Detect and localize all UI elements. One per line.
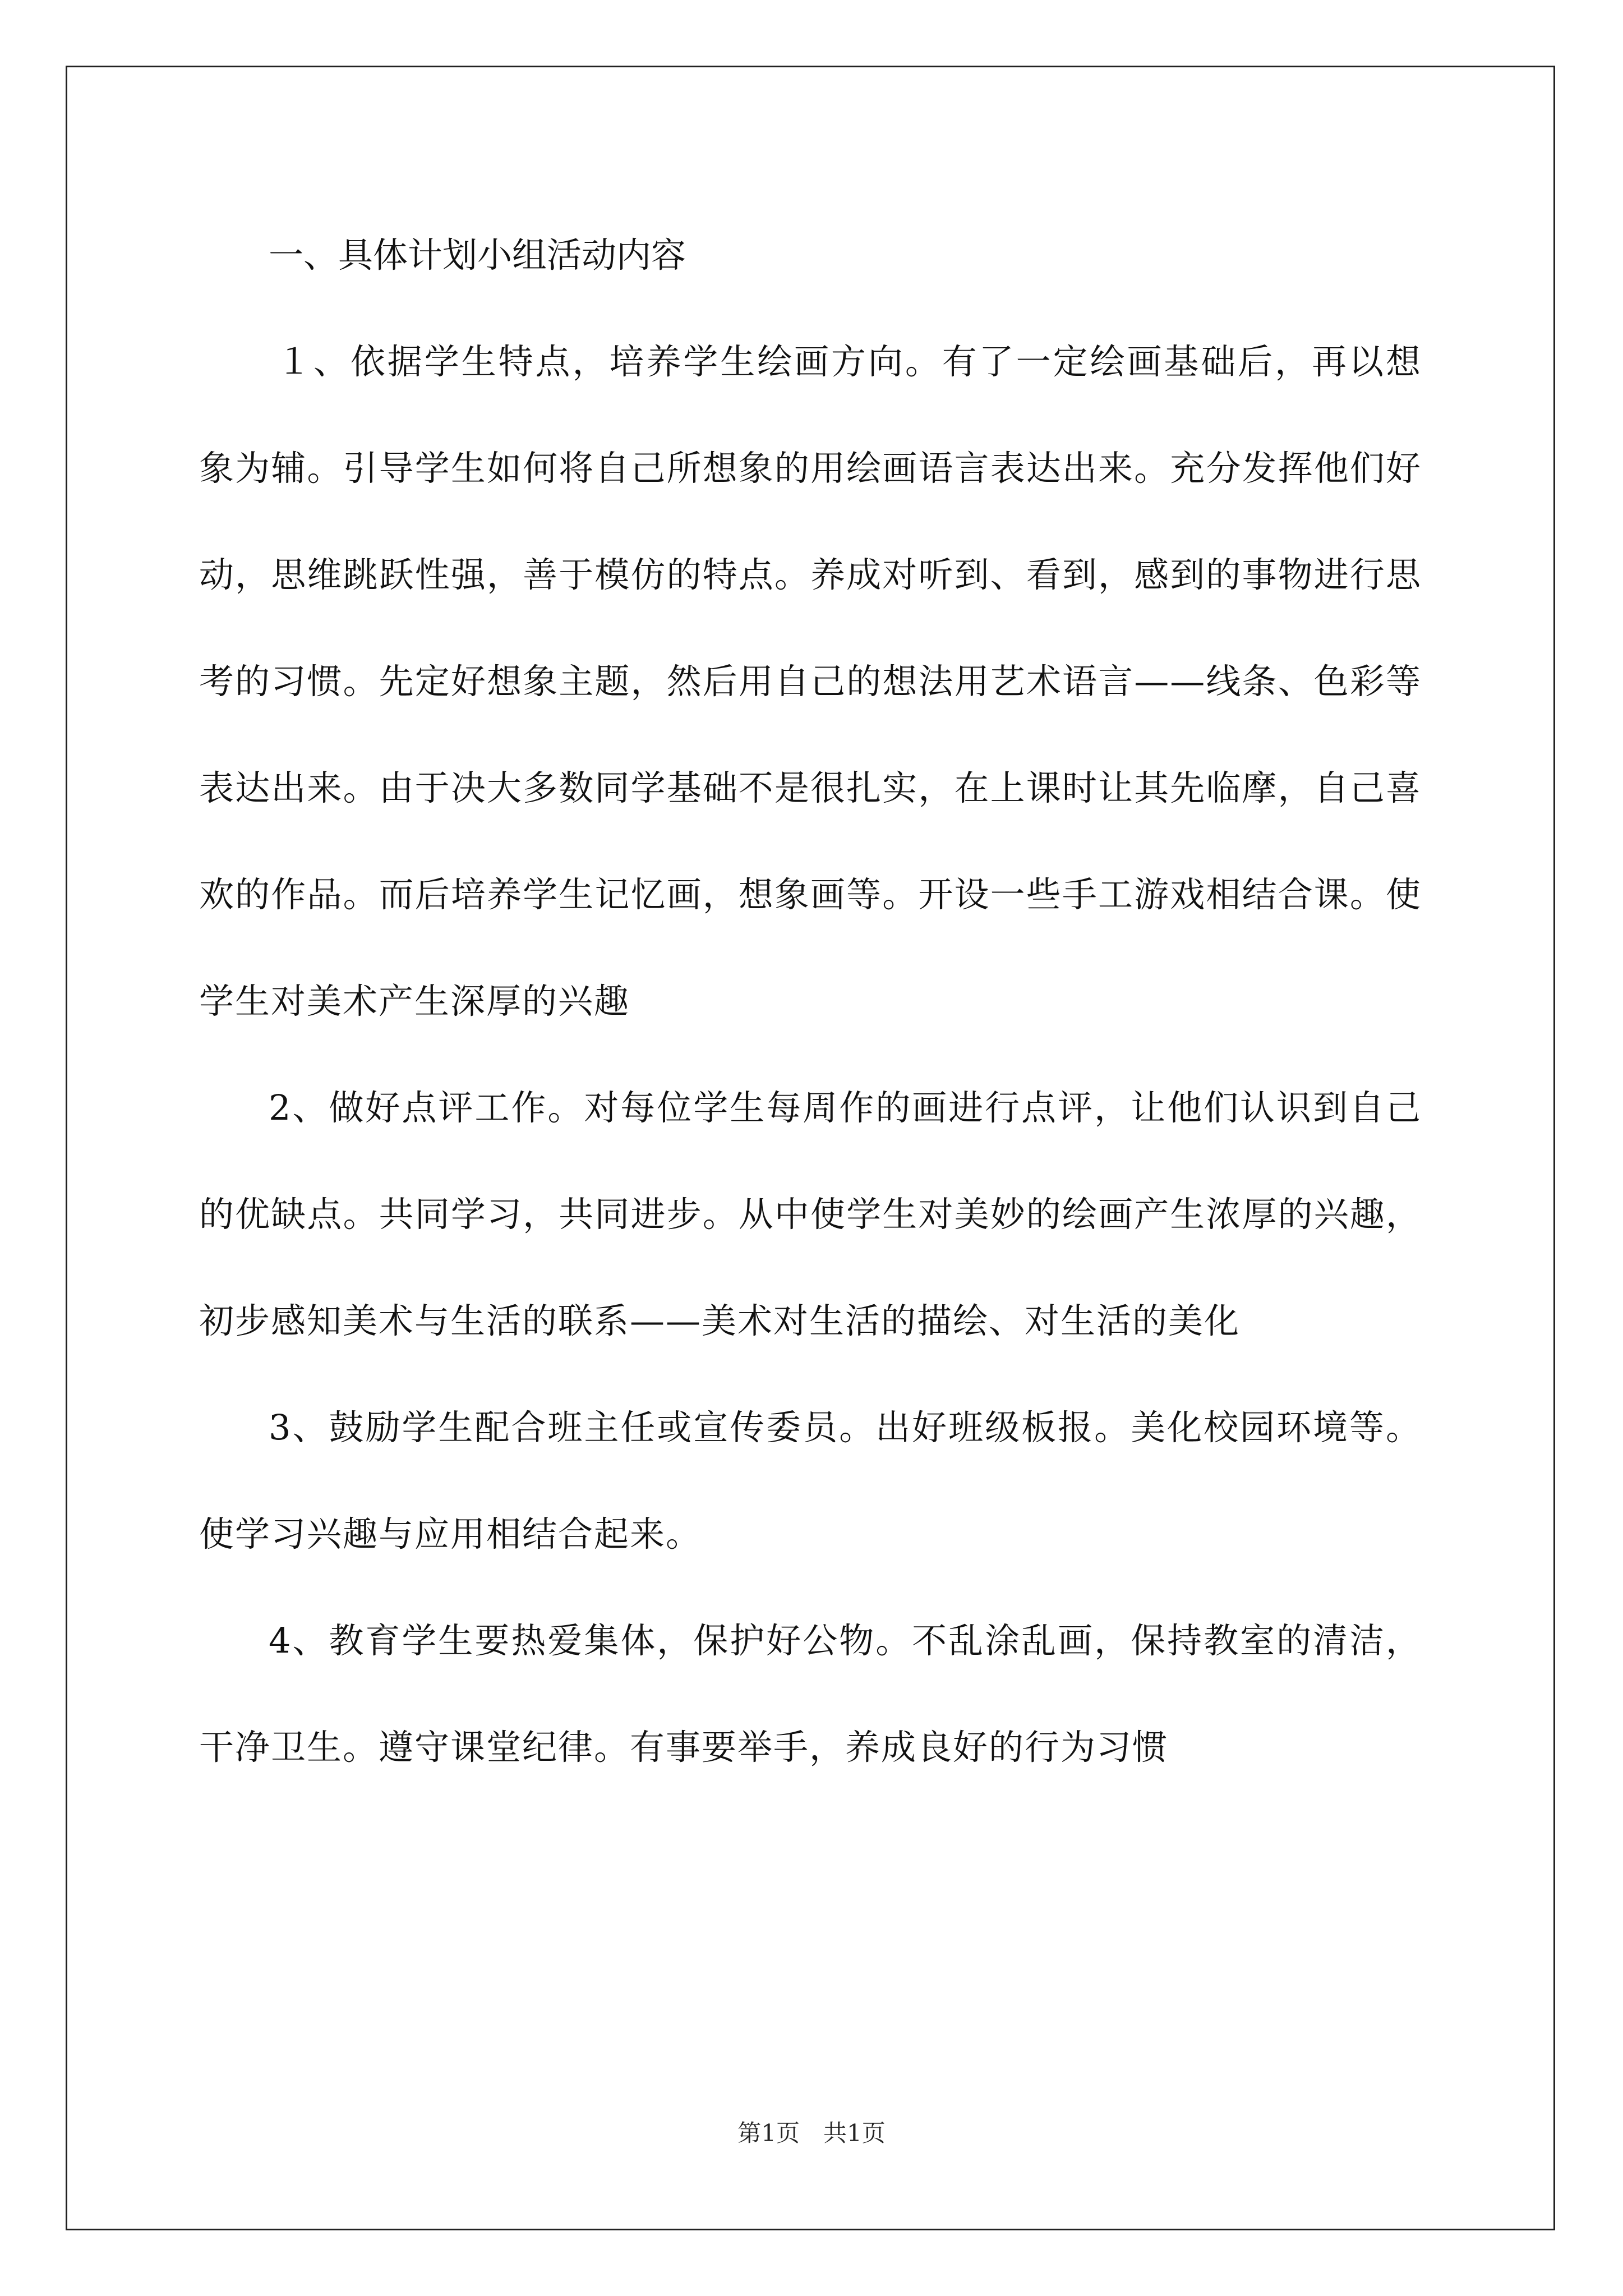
document-body (199, 202, 1422, 1801)
paragraph-3: 3、鼓励学生配合班主任或宣传委员。出好班级板报。美化校园环境等。使学习兴趣与应用相结合起来。 (199, 1407, 1422, 1554)
paragraph-2: 2、做好点评工作。对每位学生每周作的画进行点评，让他们认识到自己的优缺点。共同学习，共同进步。从中使学生对美妙的绘画产生浓厚的兴趣，初步感知美术与生活的联系——美术对生活的描绘、对生活的美化 (199, 1087, 1422, 1341)
paragraph-1: １、依据学生特点，培养学生绘画方向。有了一定绘画基础后，再以想象为辅。引导学生如何将自己所想象的用绘画语言表达出来。充分发挥他们好动，思维跳跃性强，善于模仿的特点。养成对听到、看到，感到的事物进行思考的习惯。先定好想象主题，然后用自己的想法用艺术语言——线条、色彩等表达出来。由于决大多数同学基础不是很扎实，在上课时让其先临摩，自己喜欢的作品。而后培养学生记忆画，想象画等。开设一些手工游戏相结合课。使学生对美术产生深厚的兴趣 (199, 341, 1422, 1022)
paragraph-4: 4、教育学生要热爱集体，保护好公物。不乱涂乱画，保持教室的清洁，干净卫生。遵守课堂纪律。有事要举手，养成良好的行为习惯 (199, 1620, 1422, 1768)
page-number-footer: 第1页 共1页 (737, 2119, 886, 2147)
section-heading: 一、具体计划小组活动内容 (269, 234, 686, 275)
